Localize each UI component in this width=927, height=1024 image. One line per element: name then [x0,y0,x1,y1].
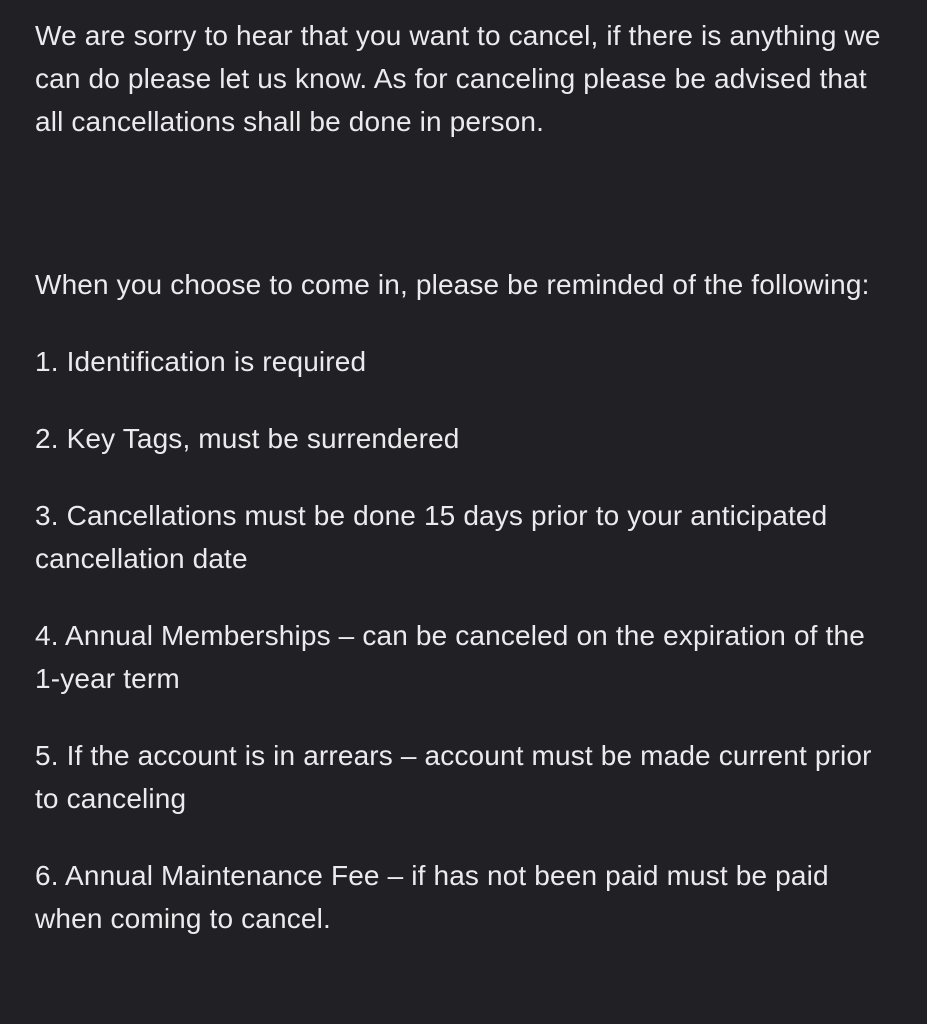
reminder-paragraph: When you choose to come in, please be reminded of the following: [35,269,870,300]
list-spacer [35,306,893,340]
intro-paragraph: We are sorry to hear that you want to cancel, if there is anything we can do please let us know. As for canceling please be advised that all cancellations shall be done in person. [35,20,881,137]
requirements-list [35,340,893,940]
list-item: 3. Cancellations must be done 15 days prior to your anticipated cancellation date [35,500,828,574]
list-item: 1. Identification is required [35,346,367,377]
list-item: 2. Key Tags, must be surrendered [35,423,460,454]
list-item: 4. Annual Memberships – can be canceled on the expiration of the 1-year term [35,620,865,694]
paragraph-spacer [35,143,893,263]
list-item: 6. Annual Maintenance Fee – if has not been paid must be paid when coming to cancel. [35,860,829,934]
list-item: 5. If the account is in arrears – account must be made current prior to canceling [35,740,872,814]
